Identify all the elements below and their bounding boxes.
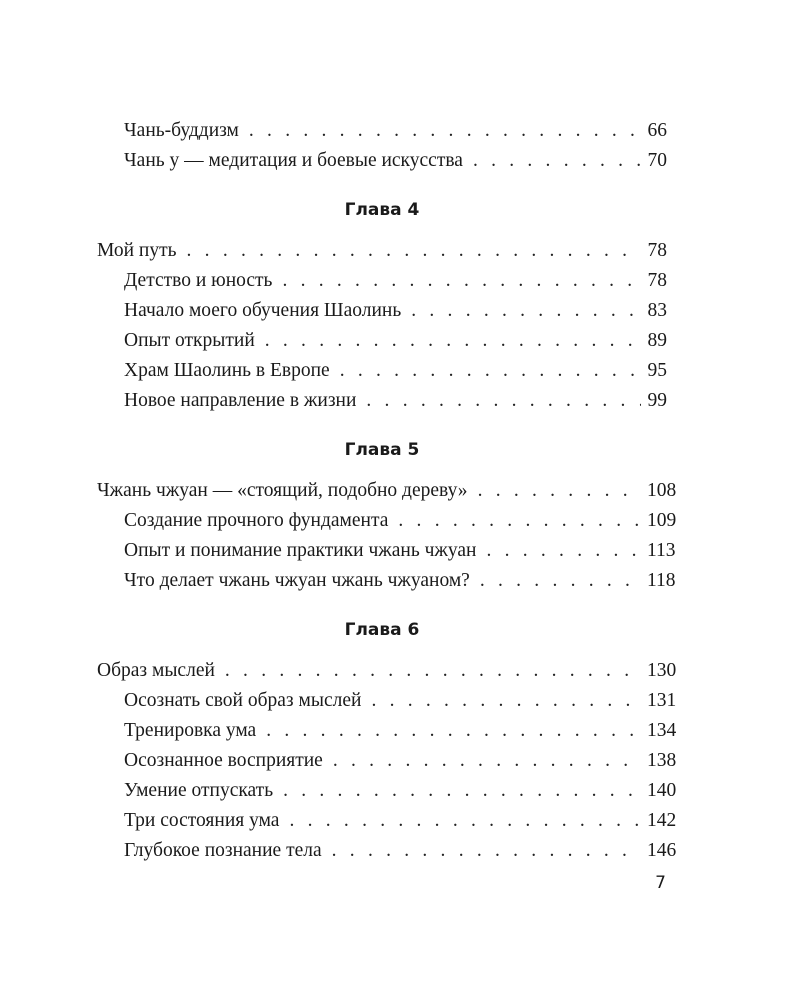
dot-leader: [282, 266, 641, 296]
dot-leader: [371, 686, 641, 716]
toc-entry-title: Чань-буддизм: [124, 120, 239, 141]
dot-leader: [249, 116, 641, 146]
toc-entry: [97, 746, 677, 776]
dot-leader: [266, 716, 641, 746]
toc-entry-title: Опыт открытий: [124, 330, 255, 351]
toc-entry-page: 95: [647, 360, 667, 381]
toc-entry-title: Осознанное восприятие: [124, 750, 323, 771]
dot-leader: [332, 836, 641, 866]
dot-leader: [478, 476, 641, 506]
toc-entry-title: Что делает чжань чжуан чжань чжуаном?: [124, 570, 470, 591]
toc-entry-page: 66: [647, 120, 667, 141]
toc-entry-page: 113: [647, 540, 676, 561]
dot-leader: [398, 506, 641, 536]
toc-entry: [97, 566, 676, 596]
dot-leader: [366, 386, 641, 416]
toc-entry: [97, 836, 677, 866]
chapter-heading: Глава 4: [344, 200, 420, 220]
toc-entry-page: 78: [647, 240, 667, 261]
toc-entry: [97, 326, 667, 356]
page-number: 7: [655, 873, 666, 893]
toc-entry: [97, 536, 676, 566]
dot-leader: [225, 656, 641, 686]
toc-entry-page: 108: [647, 480, 677, 501]
toc-entry-page: 140: [647, 780, 677, 801]
toc-entry-page: 134: [647, 720, 677, 741]
toc-entry-title: Осознать свой образ мыслей: [124, 690, 362, 711]
toc-entry: [97, 386, 667, 416]
toc-entry: [97, 146, 667, 176]
chapter-heading: Глава 5: [344, 440, 420, 460]
toc-entry: [97, 356, 667, 386]
toc-entry: [97, 506, 677, 536]
table-of-contents: [97, 116, 677, 866]
toc-entry-page: 83: [647, 300, 667, 321]
toc-entry-title: Тренировка ума: [124, 720, 257, 741]
toc-entry-page: 130: [647, 660, 677, 681]
dot-leader: [340, 356, 641, 386]
toc-entry: [97, 116, 667, 146]
toc-entry-page: 78: [647, 270, 667, 291]
toc-entry-page: 99: [647, 390, 667, 411]
toc-entry-page: 70: [647, 150, 667, 171]
toc-section-chapter-5: [97, 438, 677, 596]
dot-leader: [289, 806, 641, 836]
toc-entry-title: Глубокое познание тела: [124, 840, 322, 861]
toc-entry-title: Храм Шаолинь в Европе: [124, 360, 330, 381]
toc-entry-title: Чжань чжуан — «стоящий, подобно дереву»: [97, 480, 468, 501]
dot-leader: [265, 326, 641, 356]
toc-entry: [97, 296, 667, 326]
toc-entry: [97, 806, 677, 836]
toc-entry: [97, 656, 677, 686]
toc-entry-title: Опыт и понимание практики чжань чжуан: [124, 540, 477, 561]
toc-entry-title: Создание прочного фундамента: [124, 510, 389, 531]
toc-entry-page: 109: [647, 510, 677, 531]
toc-entry-title: Три состояния ума: [124, 810, 280, 831]
dot-leader: [333, 746, 641, 776]
toc-entry-title: Мой путь: [97, 240, 177, 261]
toc-entry-title: Начало моего обучения Шаолинь: [124, 300, 402, 321]
toc-entry-title: Новое направление в жизни: [124, 390, 357, 411]
toc-section-chapter-4: [97, 198, 667, 416]
toc-section-chapter-6: [97, 618, 677, 866]
toc-entry: [97, 266, 667, 296]
toc-entry: [97, 776, 677, 806]
toc-entry-page: 146: [647, 840, 677, 861]
toc-entry-title: Образ мыслей: [97, 660, 215, 681]
toc-entry-page: 118: [647, 570, 676, 591]
toc-entry: [97, 476, 677, 506]
toc-entry: [97, 716, 677, 746]
toc-entry-page: 131: [647, 690, 677, 711]
dot-leader: [411, 296, 641, 326]
toc-entry: [97, 686, 677, 716]
dot-leader: [486, 536, 641, 566]
toc-entry-title: Чань у — медитация и боевые искусства: [124, 150, 463, 171]
toc-entry-page: 138: [647, 750, 677, 771]
toc-entry-page: 142: [647, 810, 677, 831]
toc-section-intro: [97, 116, 667, 176]
toc-entry: [97, 236, 667, 266]
dot-leader: [283, 776, 641, 806]
toc-entry-page: 89: [647, 330, 667, 351]
dot-leader: [187, 236, 641, 266]
toc-entry-title: Детство и юность: [124, 270, 273, 291]
dot-leader: [480, 566, 641, 596]
dot-leader: [473, 146, 641, 176]
chapter-heading: Глава 6: [344, 620, 420, 640]
toc-entry-title: Умение отпускать: [124, 780, 274, 801]
